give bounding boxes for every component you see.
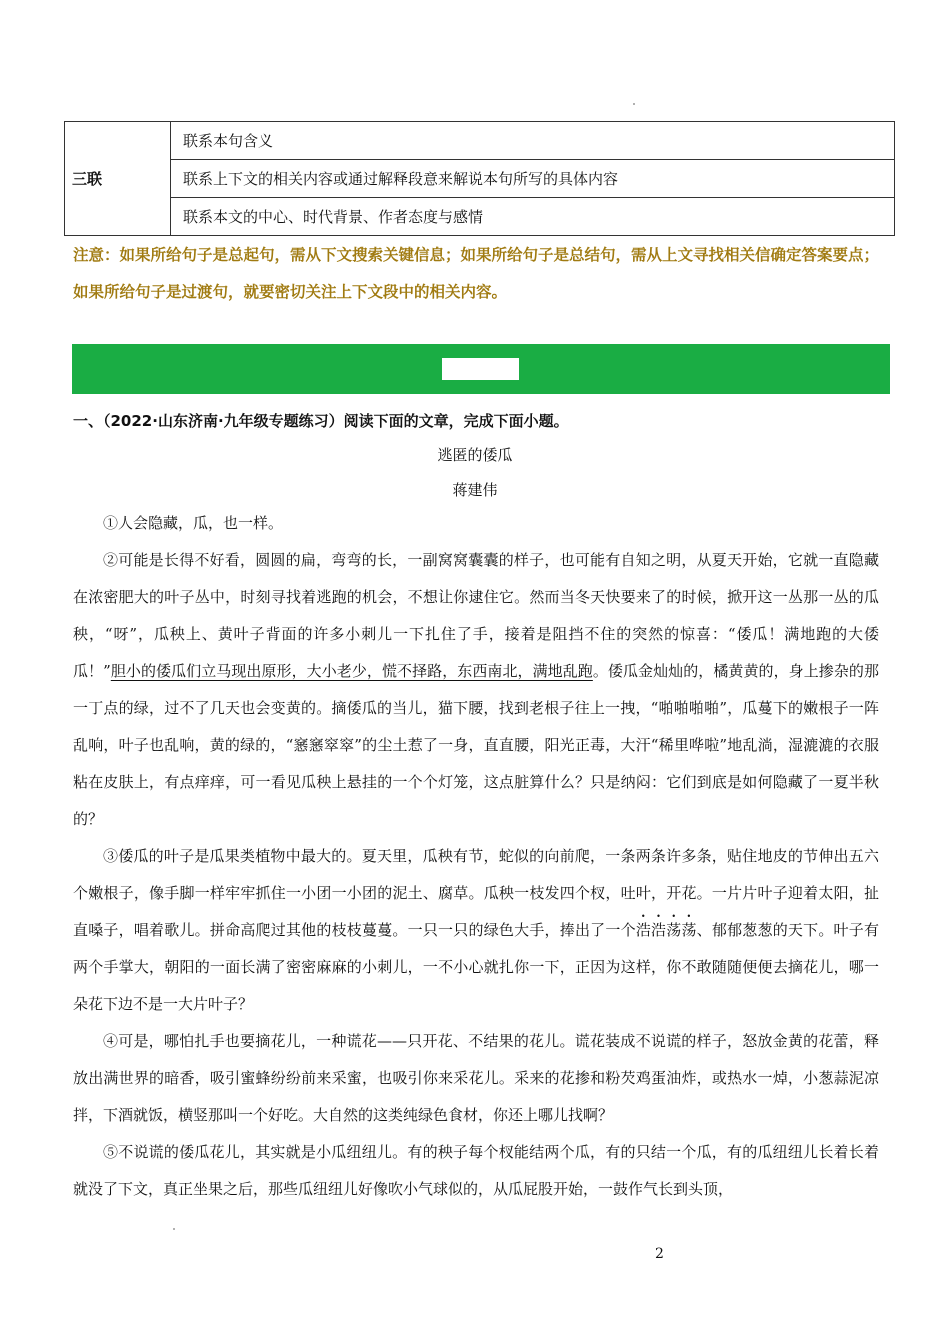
underlined-sentence: 胆小的倭瓜们立马现出原形，大小老少，慌不择路，东西南北，满地乱跑 bbox=[110, 662, 593, 680]
paragraph-3 bbox=[73, 838, 879, 1023]
note-text: 注意：如果所给句子是总起句，需从下文搜索关键信息；如果所给句子是总结句，需从上文寻找相关信确定答案要点；如果所给句子是过渡句，就要密切关注上下文段中的相关内容。 bbox=[73, 246, 880, 301]
paragraph-4: ④可是，哪怕扎手也要摘花儿，一种谎花——只开花、不结果的花儿。谎花装成不说谎的样子，怒放金黄的花蕾，释放出满世界的暗香，吸引蜜蜂纷纷前来采蜜，也吸引你来采花儿。采来的花掺和粉芡鸡蛋油炸，或热水一焯，小葱蒜泥凉拌，下酒就饭，横竖那叫一个好吃。大自然的这类纯绿色食材，你还上哪儿找啊？ bbox=[73, 1032, 879, 1124]
paragraph-2 bbox=[73, 542, 879, 838]
emphasized-word: 浩浩荡荡 bbox=[635, 921, 697, 939]
paragraph-2-text-b: 。倭瓜金灿灿的，橘黄黄的，身上掺杂的那一丁点的绿，过不了几天也会变黄的。摘倭瓜的当儿，猫下腰，找到老根子往上一拽，“啪啪啪啪”，瓜蔓下的嫩根子一阵乱响，叶子也乱响，黄的绿的，“窸窸窣窣”的尘土惹了一身，直直腰，阳光正毒，大汗“稀里哗啦”地乱淌，湿漉漉的衣服粘在皮肤上，有点痒痒，可一看见瓜秧上悬挂的一个个灯笼，这点脏算什么？只是纳闷：它们到底是如何隐藏了一夏半秋的？ bbox=[73, 662, 879, 828]
table-label: 三联 bbox=[65, 122, 171, 236]
section-banner bbox=[72, 344, 890, 394]
article-author: 蒋建伟 bbox=[452, 481, 498, 499]
paragraph-5: ⑤不说谎的倭瓜花儿，其实就是小瓜纽纽儿。有的秧子每个杈能结两个瓜，有的只结一个瓜，有的瓜纽纽儿长着长着就没了下文，真正坐果之后，那些瓜纽纽儿好像吹小气球似的，从瓜屁股开始，一鼓作气长到头顶， bbox=[73, 1143, 879, 1198]
article-body bbox=[73, 505, 879, 1208]
banner-label-box bbox=[442, 358, 519, 380]
scan-speck-bottom bbox=[173, 1228, 175, 1230]
table-row bbox=[65, 160, 895, 198]
table-cell: 联系本文的中心、时代背景、作者态度与感情 bbox=[171, 198, 895, 236]
page-number: 2 bbox=[655, 1246, 664, 1262]
table-row bbox=[65, 198, 895, 236]
paragraph-1: ①人会隐藏，瓜，也一样。 bbox=[103, 514, 284, 532]
paragraph-2-text-a: ②可能是长得不好看，圆圆的扁，弯弯的长，一副窝窝囊囊的样子，也可能有自知之明，从夏天开始，它就一直隐藏在浓密肥大的叶子丛中，时刻寻找着逃跑的机会，不想让你逮住它。然而当冬天快要来了的时候，掀开这一丛那一丛的瓜秧，“呀”，瓜秧上、黄叶子背面的许多小刺儿一下扎住了手，接着是阻挡不住的突然的惊喜：“倭瓜！满地跑的大倭瓜！” bbox=[73, 551, 879, 680]
table-row bbox=[65, 122, 895, 160]
paragraph-3-text-a: ③倭瓜的叶子是瓜果类植物中最大的。夏天里，瓜秧有节，蛇似的向前爬，一条两条许多条，贴住地皮的节伸出五六个嫩根子，像手脚一样牢牢抓住一小团一小团的泥土、腐草。瓜秧一枝发四个杈，吐叶，开花。一片片叶子迎着太阳，扯直嗓子，唱着歌儿。拼命高爬过其他的枝枝蔓蔓。一只一只的绿色大手，捧出了一个 bbox=[73, 847, 879, 939]
paragraph-3-text-b: 、郁郁葱葱的天下。叶子有两个手掌大，朝阳的一面长满了密密麻麻的小刺儿，一不小心就扎你一下，正因为这样，你不敢随随便便去摘花儿，哪一朵花下边不是一大片叶子？ bbox=[73, 921, 879, 1013]
article-title: 逃匿的倭瓜 bbox=[437, 446, 513, 464]
question-heading: 一、（2022·山东济南·九年级专题练习）阅读下面的文章，完成下面小题。 bbox=[73, 412, 569, 430]
table-cell: 联系本句含义 bbox=[171, 122, 895, 160]
table-cell: 联系上下文的相关内容或通过解释段意来解说本句所写的具体内容 bbox=[171, 160, 895, 198]
three-link-table bbox=[64, 121, 895, 236]
scan-speck-top bbox=[633, 103, 635, 105]
